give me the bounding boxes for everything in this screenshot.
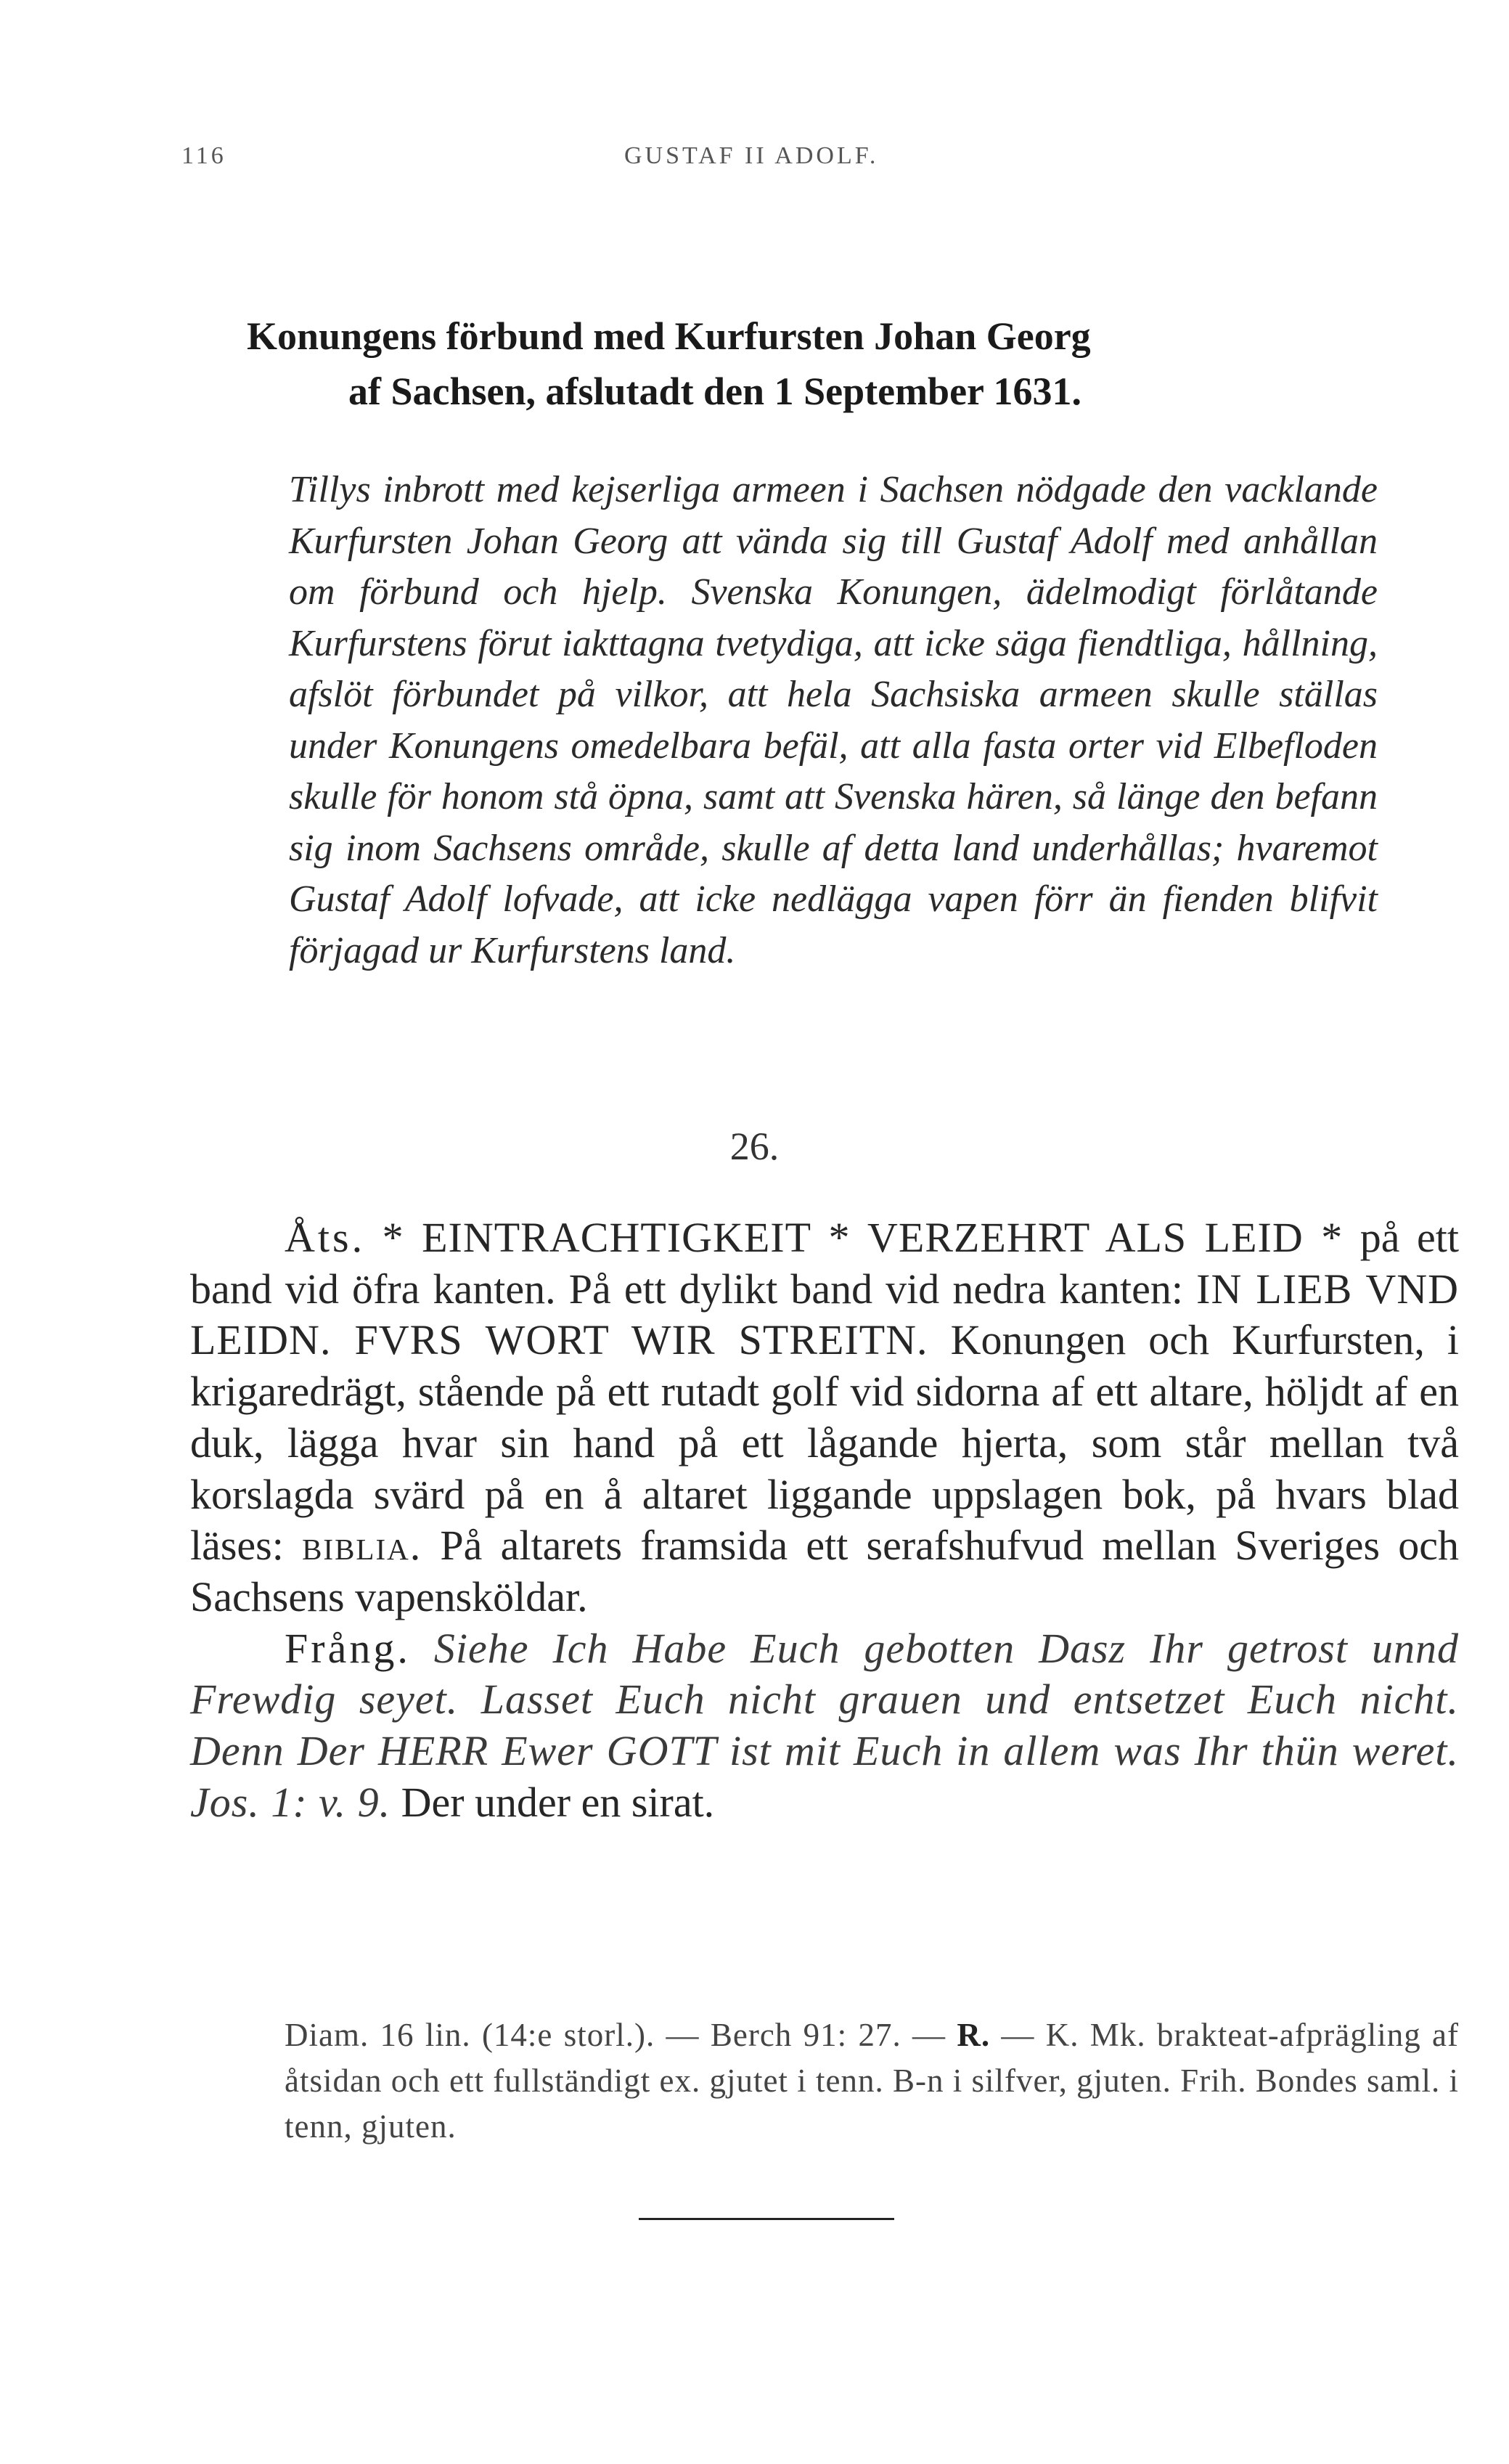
reverse-inscription: Siehe Ich Habe Euch gebotten Dasz Ihr getrost unnd Frewdig seyet. Lasset Euch nicht grauen und entsetzet Euch nicht. Denn Der HERR Ewer GOTT ist mit Euch in allem was Ihr thün weret. Jos. 1: v. 9. <box>190 1624 1459 1826</box>
running-head <box>181 142 1343 186</box>
notes-text-1: Diam. 16 lin. (14:e storl.). — Berch 91: 27. — <box>285 2017 946 2053</box>
notes-text-2: — K. Mk. brakteat-afprägling af åtsidan och ett fullständigt ex. gjutet i tenn. B-n i silfver, gjuten. Frih. Bondes saml. i tenn, gjuten. <box>285 2017 1459 2145</box>
section-title <box>247 309 1408 419</box>
section-title-line-2: af Sachsen, afslutadt den 1 September 1631. <box>348 370 1082 413</box>
obverse-text-2: Konungen och Kurfursten, i krigaredrägt, stående på ett rutadt golf vid sidorna af ett altare, höljdt af en duk, lägga hvar sin hand på ett lågande hjerta, som står mellan två korslagda svärd på en å altaret liggande uppslagen bok, på hvars blad läses: <box>190 1316 1459 1570</box>
reverse-label: Frång. <box>285 1624 411 1672</box>
rarity-mark: R. <box>957 2017 991 2053</box>
reverse-paragraph <box>190 1623 1459 1829</box>
obverse-inscription-upper: * EINTRACHTIGKEIT * VERZEHRT ALS LEID * <box>382 1214 1344 1261</box>
section-divider <box>639 2218 894 2220</box>
bibliographic-notes <box>190 2012 1459 2150</box>
obverse-inscription-lower: IN LIEB VND LEIDN. FVRS WORT WIR STREITN. <box>190 1265 1459 1364</box>
section-title-line-1: Konungens förbund med Kurfursten Johan Georg <box>247 314 1091 358</box>
page-number: 116 <box>181 142 226 169</box>
historical-summary <box>245 465 1378 976</box>
medal-description <box>190 1212 1459 1828</box>
obverse-label: Åts. <box>285 1214 366 1261</box>
running-title: GUSTAF II ADOLF. <box>624 142 879 169</box>
summary-paragraph: Tillys inbrott med kejserliga armeen i Sachsen nödgade den vacklande Kurfursten Johan Georg att vända sig till Gustaf Adolf med anhållan om förbund och hjelp. Svenska Konungen, ädelmodigt förlåtande Kurfurstens förut iakttagna tvetydiga, att icke säga fiendtliga, hållning, afslöt förbundet på vilkor, att hela Sachsiska armeen skulle ställas under Konungens omedelbara befäl, att alla fasta orter vid Elbefloden skulle för honom stå öpna, samt att Svenska hären, så länge den befann sig inom Sachsens område, skulle af detta land underhållas; hvaremot Gustaf Adolf lofvade, att icke nedlägga vapen förr än fienden blifvit förjagad ur Kurfurstens land. <box>289 469 1378 971</box>
obverse-paragraph <box>190 1212 1459 1623</box>
notes-paragraph <box>190 2012 1459 2150</box>
obverse-text-1: på ett band vid öfra kanten. På ett dylikt band vid nedra kanten: <box>190 1214 1460 1313</box>
obverse-text-3: På altarets framsida ett serafshufvud mellan Sveriges och Sachsens vapensköldar. <box>190 1522 1460 1620</box>
reverse-text: Der under en sirat. <box>401 1778 715 1826</box>
obverse-inscription-book: biblia. <box>302 1522 422 1570</box>
medal-number: 26. <box>729 1125 780 1168</box>
